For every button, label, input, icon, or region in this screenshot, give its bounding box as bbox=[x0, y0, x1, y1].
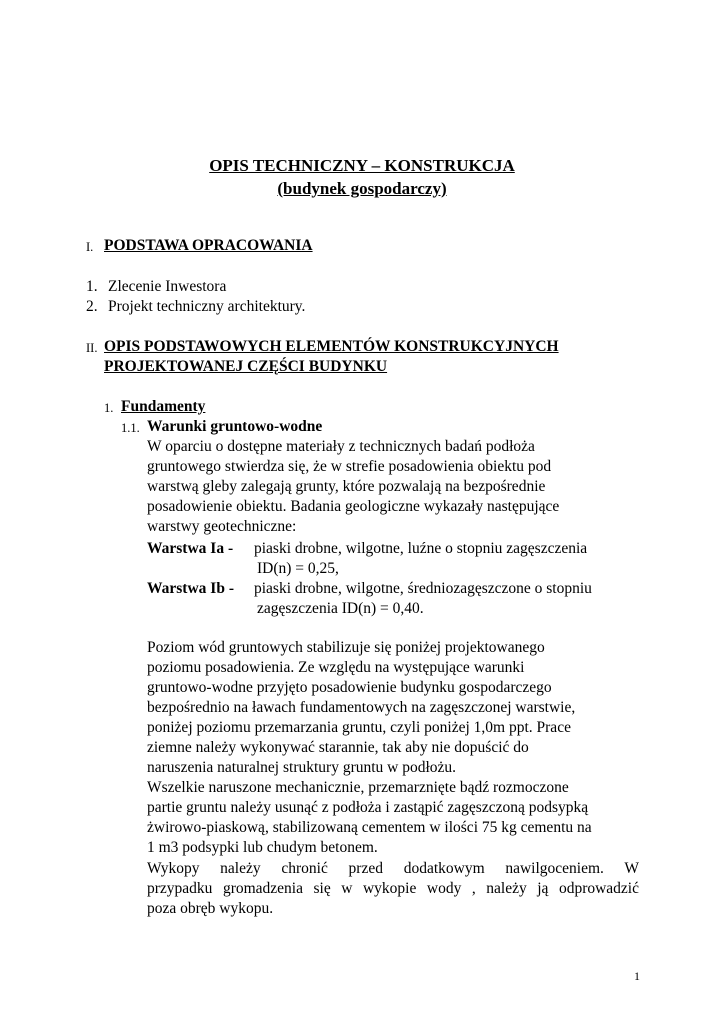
section-2-heading: OPIS PODSTAWOWYCH ELEMENTÓW KONSTRUKCYJNYCH bbox=[104, 338, 559, 355]
layer-ib-description: piaski drobne, wilgotne, średniozagęszczone o stopniu bbox=[254, 580, 592, 597]
document-subtitle: (budynek gospodarczy) bbox=[277, 179, 447, 198]
page-number: 1 bbox=[634, 969, 640, 983]
paragraph-line: partie gruntu należy usunąć z podłoża i zastąpić zagęszczoną podsypką bbox=[147, 799, 589, 816]
layer-ia-description: piaski drobne, wilgotne, luźne o stopniu zagęszczenia bbox=[254, 540, 588, 557]
section-1-heading: PODSTAWA OPRACOWANIA bbox=[104, 237, 313, 254]
subsection-1-number: 1. bbox=[104, 401, 114, 415]
paragraph-line: Wszelkie naruszone mechanicznie, przemarznięte bądź rozmoczone bbox=[147, 779, 569, 796]
paragraph-line: Wykopy należy chronić przed dodatkowym nawilgoceniem. W bbox=[147, 860, 639, 877]
paragraph-line: gruntowego stwierdza się, że w strefie posadowienia obiektu pod bbox=[147, 458, 552, 475]
paragraph-line: poniżej poziomu przemarzania gruntu, czyli poniżej 1,0m ppt. Prace bbox=[147, 719, 571, 736]
paragraph-line: ziemne należy wykonywać starannie, tak aby nie dopuścić do bbox=[147, 739, 529, 756]
paragraph-line: poziomu posadowienia. Ze względu na występujące warunki bbox=[147, 659, 525, 676]
paragraph-line: poza obręb wykopu. bbox=[147, 900, 274, 917]
layer-ia-description-cont: ID(n) = 0,25, bbox=[257, 560, 339, 577]
subsection-1-1-heading: Warunki gruntowo-wodne bbox=[147, 418, 323, 435]
list-item: Zlecenie Inwestora bbox=[108, 278, 227, 295]
list-item-number: 1. bbox=[86, 278, 98, 295]
section-1-number: I. bbox=[86, 240, 94, 254]
paragraph-line: warstwy geotechniczne: bbox=[147, 518, 297, 535]
paragraph-line: warstwą gleby zalegają grunty, które pozwalają na bezpośrednie bbox=[147, 478, 546, 495]
paragraph-line: 1 m3 podsypki lub chudym betonem. bbox=[147, 839, 378, 856]
paragraph-line: posadowienie obiektu. Badania geologiczne wykazały następujące bbox=[147, 498, 560, 515]
section-2-number: II. bbox=[86, 341, 98, 355]
section-2-heading-cont: PROJEKTOWANEJ CZĘŚCI BUDYNKU bbox=[104, 358, 388, 375]
layer-ib-label: Warstwa Ib - bbox=[147, 580, 234, 597]
list-item-number: 2. bbox=[86, 298, 98, 315]
paragraph-line: W oparciu o dostępne materiały z technicznych badań podłoża bbox=[147, 438, 535, 455]
paragraph-line: Poziom wód gruntowych stabilizuje się poniżej projektowanego bbox=[147, 639, 545, 656]
layer-ib-description-cont: zagęszczenia ID(n) = 0,40. bbox=[257, 600, 424, 617]
subsection-1-1-number: 1.1. bbox=[121, 421, 140, 435]
paragraph-line: żwirowo-piaskową, stabilizowaną cementem w ilości 75 kg cementu na bbox=[147, 819, 592, 836]
paragraph-line: przypadku gromadzenia się w wykopie wody , należy ją odprowadzić bbox=[147, 880, 639, 897]
paragraph-line: gruntowo-wodne przyjęto posadowienie budynku gospodarczego bbox=[147, 679, 552, 696]
list-item: Projekt techniczny architektury. bbox=[108, 298, 306, 315]
paragraph-line: naruszenia naturalnej struktury gruntu w podłożu. bbox=[147, 759, 457, 776]
subsection-1-heading: Fundamenty bbox=[121, 398, 206, 415]
document-title: OPIS TECHNICZNY – KONSTRUKCJA bbox=[209, 156, 515, 175]
paragraph-line: bezpośrednio na ławach fundamentowych na zagęszczonej warstwie, bbox=[147, 699, 576, 716]
layer-ia-label: Warstwa Ia - bbox=[147, 540, 234, 557]
